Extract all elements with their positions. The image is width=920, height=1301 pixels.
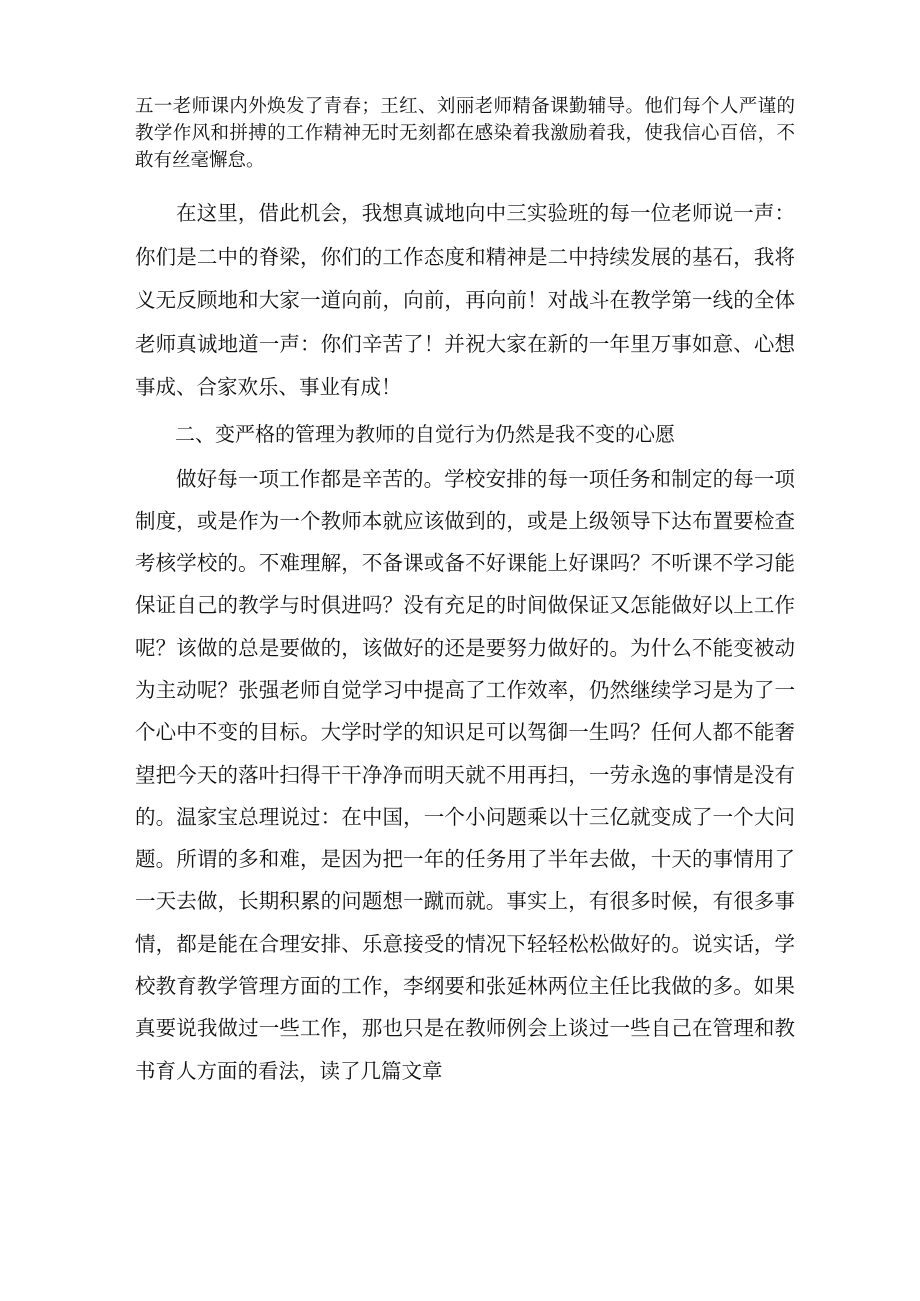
paragraph-management: 做好每一项工作都是辛苦的。学校安排的每一项任务和制定的每一项制度，或是作为一个教师本就应该做到的，或是上级领导下达布置要检查考核学校的。不难理解，不备课或备不好课能上好课吗？不听课不学习能保证自己的教学与时俱进吗？没有充足的时间做保证又怎能做好以上工作呢？该做的总是要做的，该做好的还是要努力做好的。为什么不能变被动为主动呢？张强老师自觉学习中提高了工作效率，仍然继续学习是为了一个心中不变的目标。大学时学的知识足可以驾御一生吗？任何人都不能奢望把今天的落叶扫得干干净净而明天就不用再扫，一劳永逸的事情是没有的。温家宝总理说过：在中国，一个小问题乘以十三亿就变成了一个大问题。所谓的多和难，是因为把一年的任务用了半年去做，十天的事情用了一天去做，长期积累的问题想一蹴而就。事实上，有很多时候，有很多事情，都是能在合理安排、乐意接受的情况下轻轻松松做好的。说实话，学校教育教学管理方面的工作，李纲要和张延林两位主任比我做的多。如果真要说我做过一些工作，那也只是在教师例会上谈过一些自己在管理和教书育人方面的看法，读了几篇文章 [135,466,795,1083]
section-heading: 二、变严格的管理为教师的自觉行为仍然是我不变的心愿 [175,421,675,446]
document-body [135,93,795,1092]
paragraph-teachers-praise: 五一老师课内外焕发了青春；王红、刘丽老师精备课勤辅导。他们每个人严谨的教学作风和拼搏的工作精神无时无刻都在感染着我激励着我，使我信心百倍，不敢有丝毫懈怠。 [135,96,795,171]
paragraph-thanks: 在这里，借此机会，我想真诚地向中三实验班的每一位老师说一声：你们是二中的脊梁，你们的工作态度和精神是二中持续发展的基石，我将义无反顾地和大家一道向前，向前，再向前！对战斗在教学第一线的全体老师真诚地道一声：你们辛苦了！并祝大家在新的一年里万事如意、心想事成、合家欢乐、事业有成！ [135,201,795,399]
